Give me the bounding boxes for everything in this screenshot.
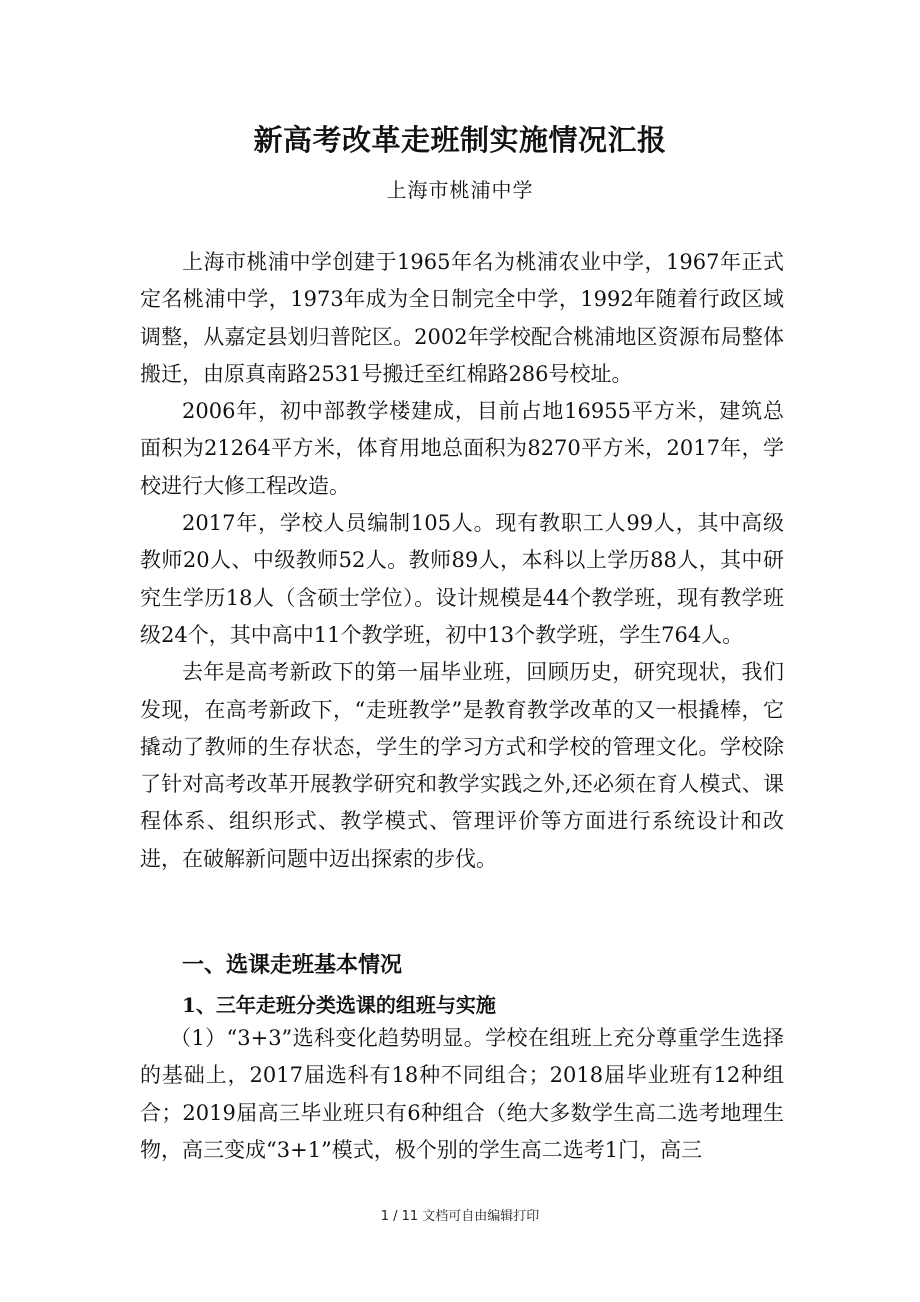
paragraph-course-selection: （1）“3+3”选科变化趋势明显。学校在组班上充分尊重学生选择的基础上，2017届选科有18种不同组合；2018届毕业班有12种组合；2019届高三毕业班只有6种组合（绝大多数学生高二选考地理生物，高三变成“3+1”模式，极个别的学生高二选考1门，高三 (140, 1026, 784, 1162)
paragraph-staff: 2017年，学校人员编制105人。现有教职工人99人，其中高级教师20人、中级教师52人。教师89人，本科以上学历88人，其中研究生学历18人（含硕士学位）。设计规模是44个教学班，现有教学班级24个，其中高中11个教学班，初中13个教学班，学生764人。 (140, 511, 784, 647)
intro-body (140, 244, 784, 878)
section-body (140, 1020, 784, 1169)
document-subtitle: 上海市桃浦中学 (386, 178, 534, 202)
paragraph-campus: 2006年，初中部教学楼建成，目前占地16955平方米，建筑总面积为21264平方米，体育用地总面积为8270平方米，2017年，学校进行大修工程改造。 (140, 399, 784, 498)
paragraph-reform: 去年是高考新政下的第一届毕业班，回顾历史，研究现状，我们发现，在高考新政下，“走班教学”是教育教学改革的又一根撬棒，它撬动了教师的生存状态，学生的学习方式和学校的管理文化。学校除了针对高考改革开展教学研究和教学实践之外,还必须在育人模式、课程体系、组织形式、教学模式、管理评价等方面进行系统设计和改进，在破解新问题中迈出探索的步伐。 (140, 660, 784, 871)
subsection-heading: 1、三年走班分类选课的组班与实施 (182, 993, 496, 1017)
page-footer: 1 / 11 文档可自由编辑打印 (380, 1209, 540, 1224)
document-title: 新高考改革走班制实施情况汇报 (253, 123, 667, 157)
paragraph-history: 上海市桃浦中学创建于1965年名为桃浦农业中学，1967年正式定名桃浦中学，1973年成为全日制完全中学，1992年随着行政区域调整，从嘉定县划归普陀区。2002年学校配合桃浦地区资源布局整体搬迁，由原真南路2531号搬迁至红棉路286号校址。 (140, 250, 784, 386)
section-heading: 一、选课走班基本情况 (182, 953, 403, 978)
